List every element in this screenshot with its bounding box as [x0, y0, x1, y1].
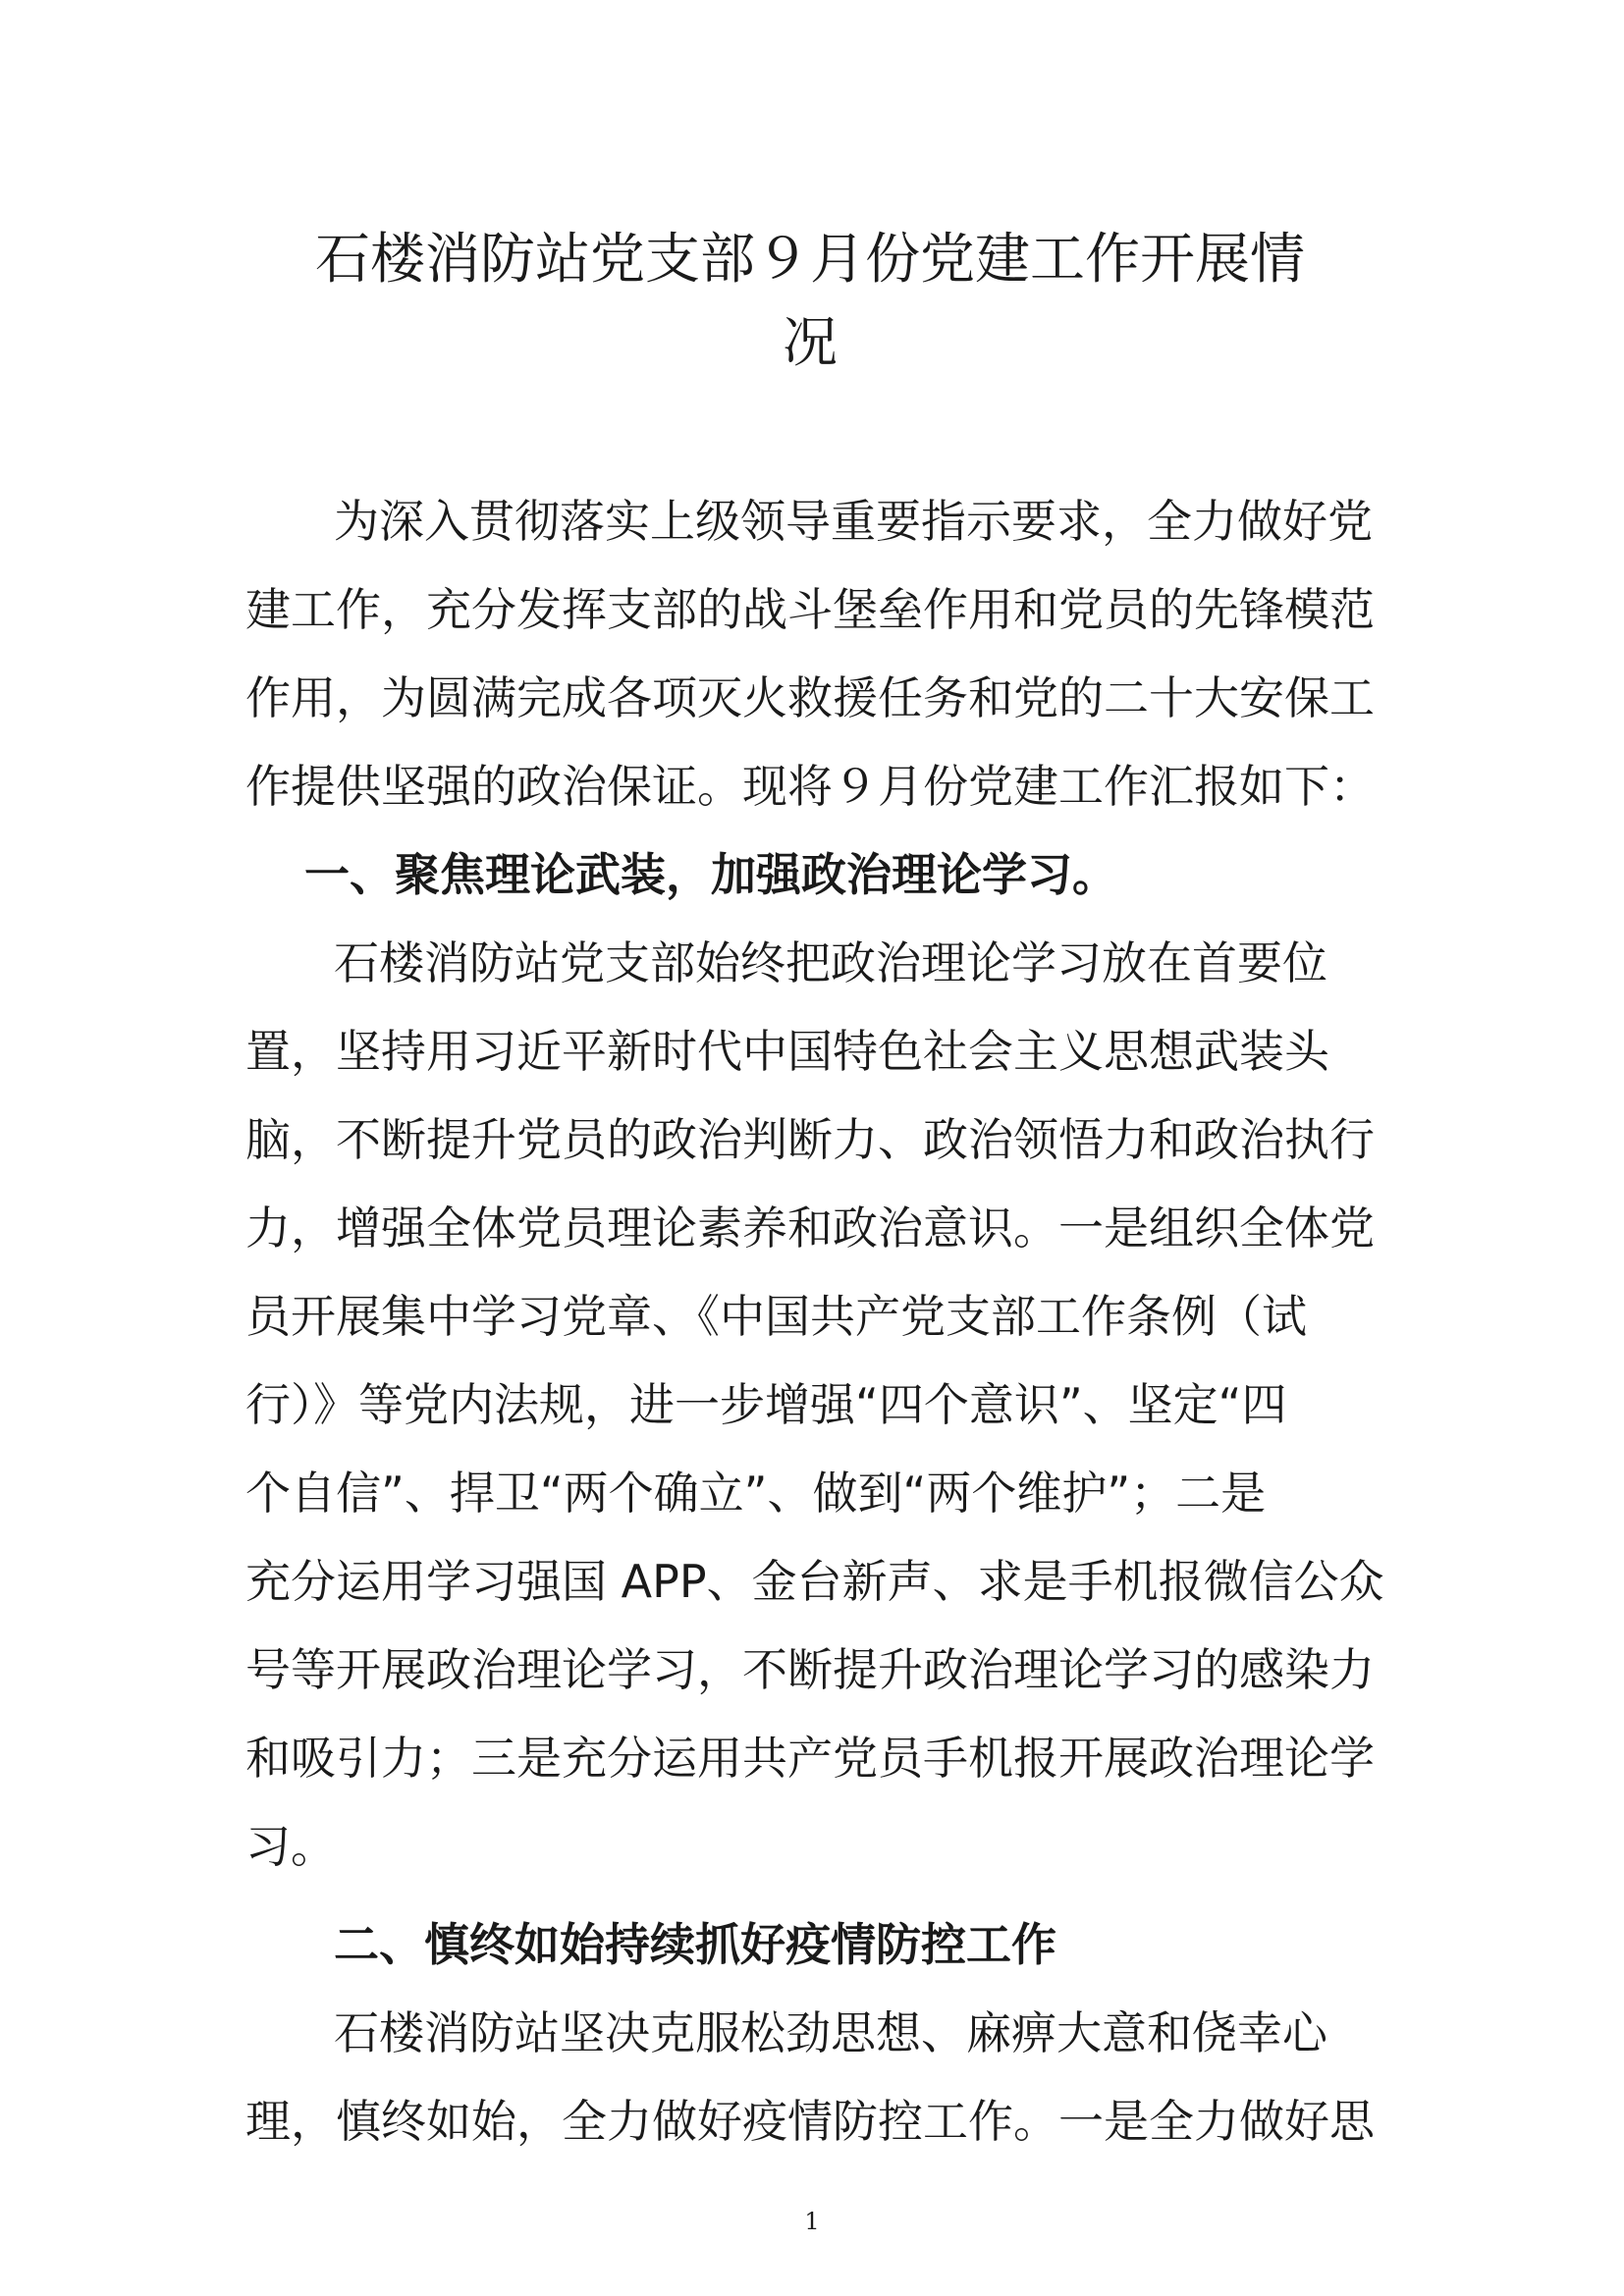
paragraph-line: 习。: [245, 1820, 336, 1873]
document-title-line-2: 况: [783, 311, 838, 375]
paragraph-line: 作提供坚强的政治保证。现将９月份党建工作汇报如下：: [245, 760, 1375, 813]
paragraph-line: 和吸引力；三是充分运用共产党员手机报开展政治理论学: [245, 1732, 1375, 1785]
paragraph-line: 行）》等党内法规，进一步增强“四个意识”、坚定“四: [245, 1378, 1287, 1431]
paragraph-line: 个自信”、捍卫“两个确立”、做到“两个维护”；二是: [245, 1467, 1267, 1520]
paragraph-line: 作用，为圆满完成各项灭火救援任务和党的二十大安保工: [245, 671, 1375, 724]
paragraph-line: 理，慎终如始，全力做好疫情防控工作。一是全力做好思: [245, 2095, 1375, 2148]
page-number: 1: [804, 2208, 820, 2235]
paragraph-line: 脑，不断提升党员的政治判断力、政治领悟力和政治执行: [245, 1113, 1375, 1166]
paragraph-line: 石楼消防站党支部始终把政治理论学习放在首要位: [334, 936, 1327, 989]
paragraph-line: 号等开展政治理论学习，不断提升政治理论学习的感染力: [245, 1643, 1375, 1696]
paragraph-line: 力，增强全体党员理论素养和政治意识。一是组织全体党: [245, 1201, 1375, 1255]
paragraph-line: 为深入贯彻落实上级领导重要指示要求，全力做好党: [334, 495, 1373, 548]
document-title-line-1: 石楼消防站党支部９月份党建工作开展情: [315, 228, 1305, 292]
section-2-heading: 二、慎终如始持续抓好疫情防控工作: [334, 1918, 1056, 1971]
paragraph-line: 建工作，充分发挥支部的战斗堡垒作用和党员的先锋模范: [245, 583, 1375, 636]
paragraph-line: 充分运用学习强国 APP、金台新声、求是手机报微信公众: [245, 1555, 1384, 1608]
paragraph-line: 石楼消防站坚决克服松劲思想、麻痹大意和侥幸心: [334, 2006, 1327, 2059]
paragraph-line: 置，坚持用习近平新时代中国特色社会主义思想武装头: [245, 1025, 1329, 1078]
paragraph-line: 员开展集中学习党章、《中国共产党支部工作条例（试: [245, 1290, 1307, 1343]
section-1-heading: 一、聚焦理论武装，加强政治理论学习。: [304, 848, 1117, 901]
